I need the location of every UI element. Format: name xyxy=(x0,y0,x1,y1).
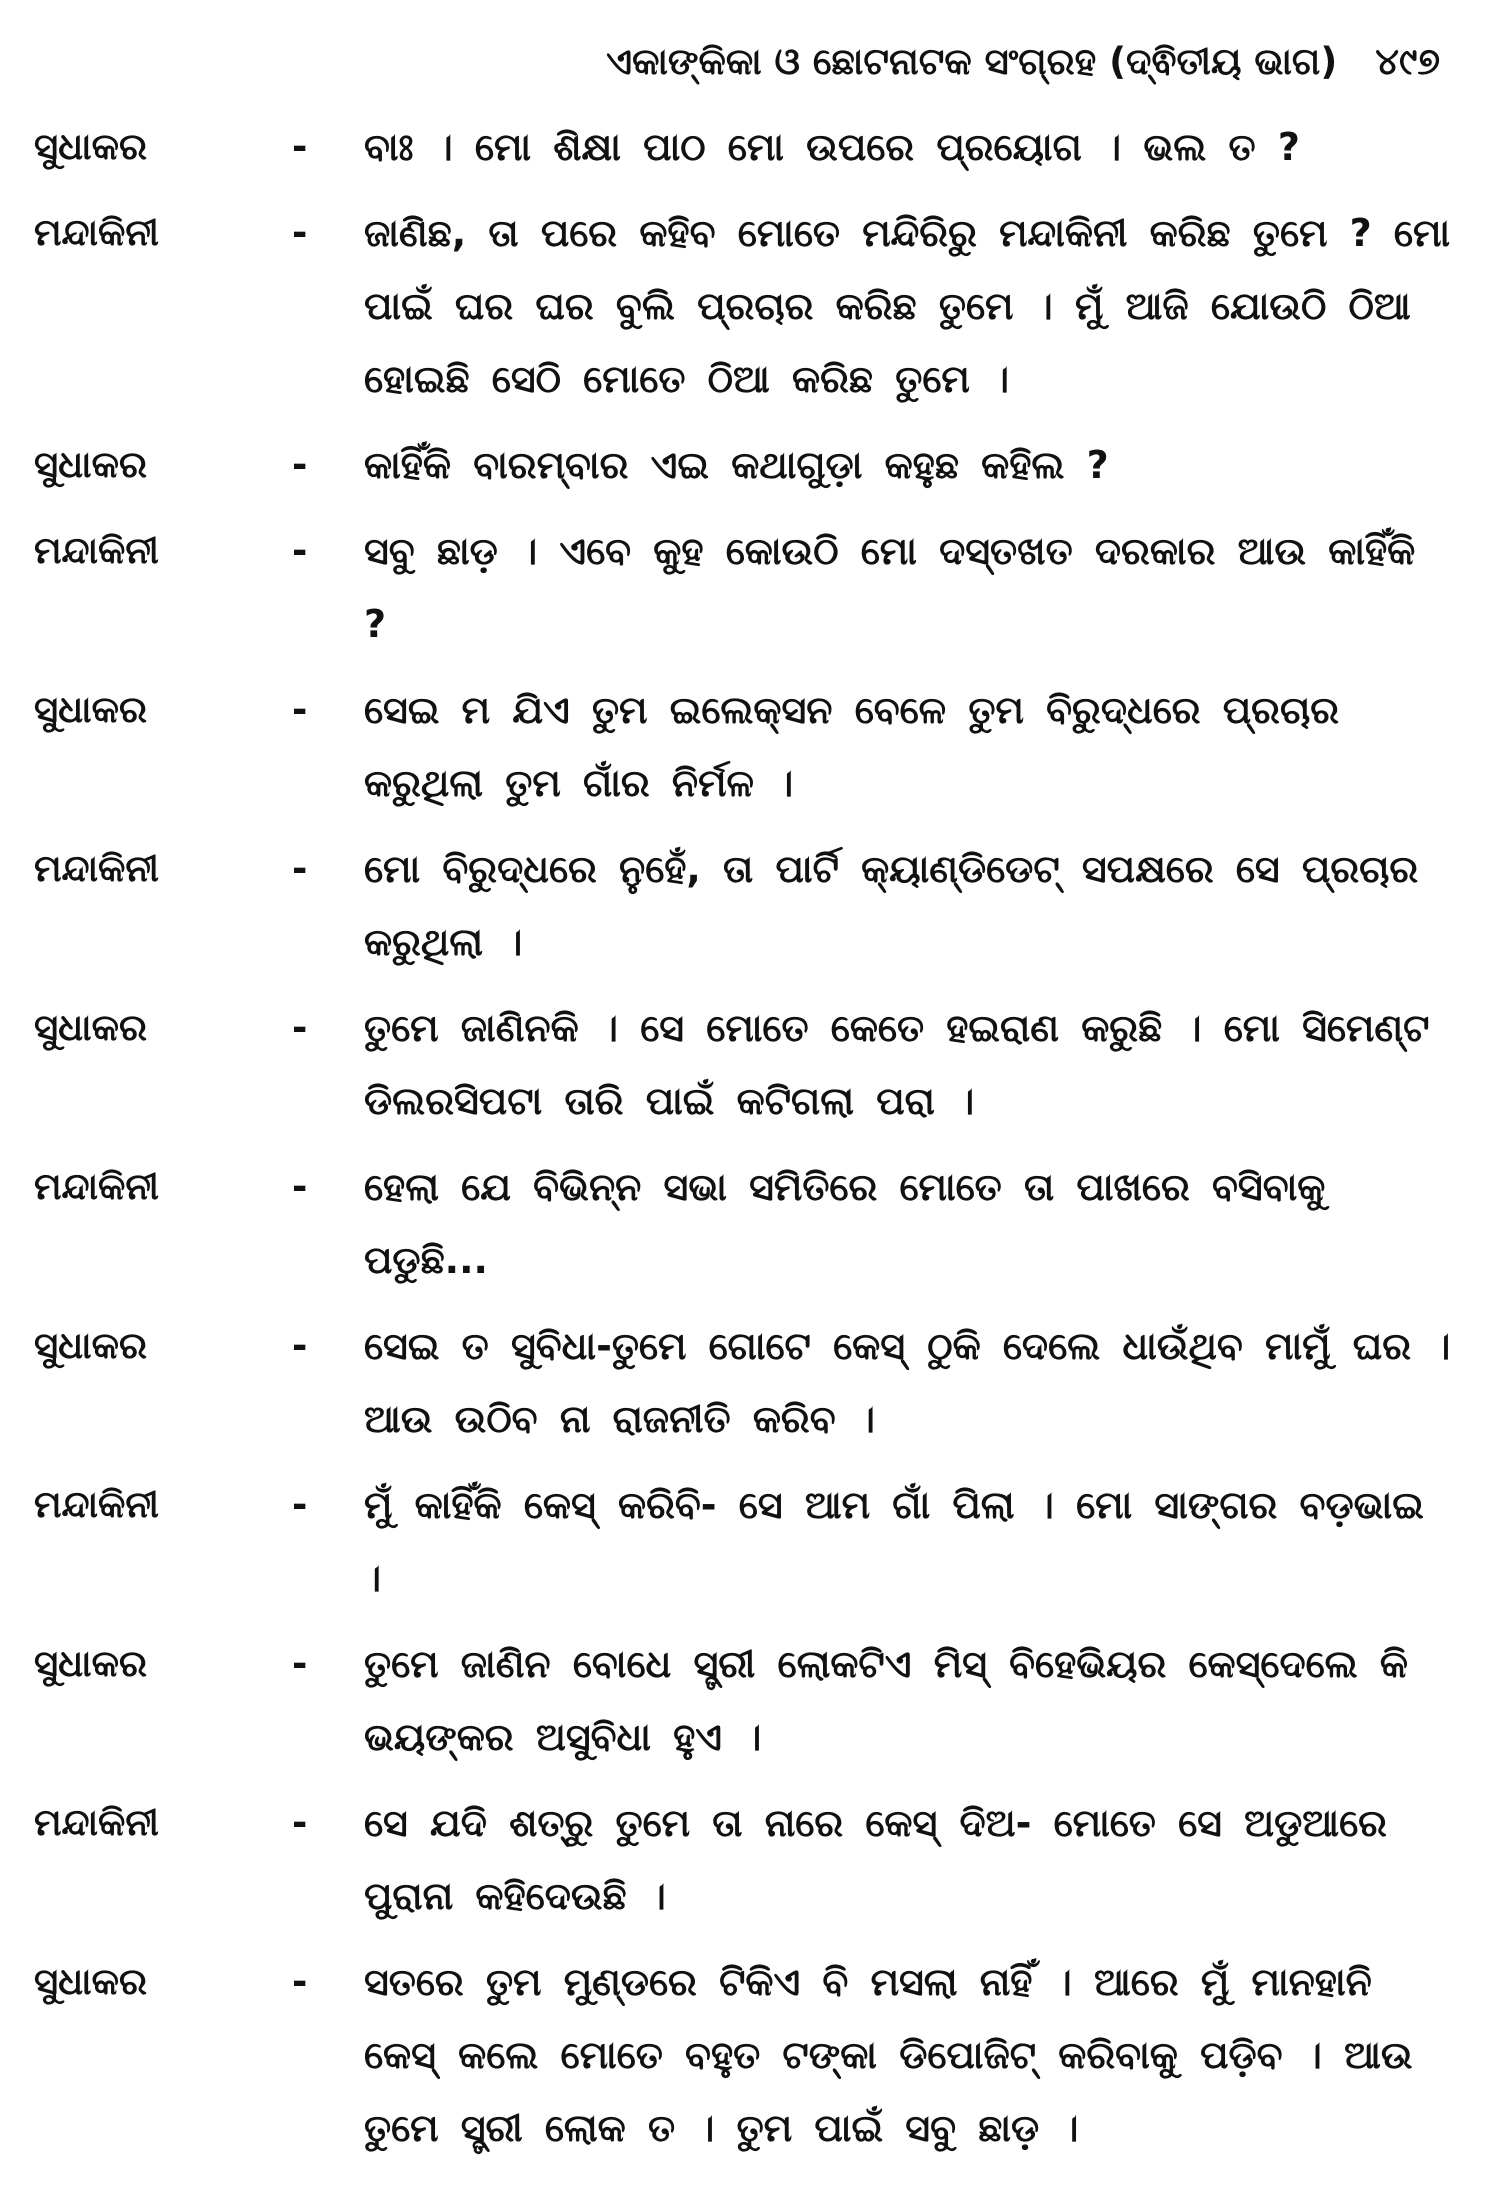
dialogue-entry xyxy=(30,999,1470,1138)
dialogue-entry xyxy=(30,1794,1470,1933)
speaker-dash: - xyxy=(292,211,308,254)
dialogue-entry xyxy=(30,1635,1470,1774)
dialogue-entry xyxy=(30,118,1470,184)
dialogue-line: ବାଃ । ମୋ ଶିକ୍ଷା ପାଠ ମୋ ଉପରେ ପ୍ରୟୋଗ । ଭଲ ତ ? xyxy=(364,125,1300,169)
dialogue-list xyxy=(30,118,1470,2185)
dialogue-line: ତୁମେ ଜାଣିନ ବୋଧେ ସ୍ତ୍ରୀ ଲୋକଟିଏ ମିସ୍‌ ବିହେଭିୟର କେସ୍‌ଦେଲେ କି ଭୟଙ୍କର ଅସୁବିଧା ହୁଏ । xyxy=(364,1642,1409,1759)
speaker-name: ସୁଧାକର xyxy=(34,1642,147,1685)
dialogue-line: ସତରେ ତୁମ ମୁଣ୍ଡରେ ଟିକିଏ ବି ମସଲା ନାହିଁ । ଆରେ ମୁଁ ମାନହାନି କେସ୍‌ କଲେ ମୋତେ ବହୁତ ଟଙ୍କା ଡିପୋଜିଟ୍‌ କରିବାକୁ ପଡ଼ିବ । ଆଉ ତୁମେ ସ୍ତ୍ରୀ ଲୋକ ତ । ତୁମ ପାଇଁ ସବୁ ଛାଡ଼ । xyxy=(364,1960,1413,2150)
dialogue-line: ଜାଣିଛ, ତା ପରେ କହିବ ମୋତେ ମନ୍ଦିରିରୁ ମନ୍ଦାକିନୀ କରିଛ ତୁମେ ? ମୋ ପାଇଁ ଘର ଘର ବୁଲି ପ୍ରଚାର କରିଛ ତୁମେ । ମୁଁ ଆଜି ଯୋଉଠି ଠିଆ ହୋଇଛି ସେଠି ମୋତେ ଠିଆ କରିଛ ତୁମେ । xyxy=(364,211,1451,401)
speaker-dash: - xyxy=(292,1483,308,1526)
speaker-dash: - xyxy=(292,1642,308,1685)
dialogue-line: ମୁଁ କାହିଁକି କେସ୍‌ କରିବି- ସେ ଆମ ଗାଁ ପିଲା । ମୋ ସାଙ୍ଗର ବଡ଼ଭାଇ । xyxy=(364,1483,1424,1600)
speaker-dash: - xyxy=(292,529,308,572)
dialogue-line: ହେଲା ଯେ ବିଭିନ୍ନ ସଭା ସମିତିରେ ମୋତେ ତା ପାଖରେ ବସିବାକୁ ପଡୁଛି... xyxy=(364,1165,1326,1282)
dialogue-line: କାହିଁକି ବାରମ୍ବାର ଏଇ କଥାଗୁଡ଼ା କହୁଛ କହିଲ ? xyxy=(364,443,1109,487)
dialogue-line: ସେ ଯଦି ଶତ୍ରୁ ତୁମେ ତା ନାରେ କେସ୍‌ ଦିଅ- ମୋତେ ସେ ଅଡୁଆରେ ପୁରାନା କହିଦେଉଛି । xyxy=(364,1801,1387,1918)
speaker-dash: - xyxy=(292,443,308,486)
dialogue-entry xyxy=(30,1317,1470,1456)
dialogue-line: ମୋ ବିରୁଦ୍ଧରେ ନୁହେଁ, ତା ପାର୍ଟି କ୍ୟାଣ୍ଡିଡେଟ୍‌ ସପକ୍ଷରେ ସେ ପ୍ରଚାର କରୁଥିଲା । xyxy=(364,847,1419,964)
dialogue-entry xyxy=(30,1476,1470,1615)
dialogue-line: ତୁମେ ଜାଣିନକି । ସେ ମୋତେ କେତେ ହଇରାଣ କରୁଛି । ମୋ ସିମେଣ୍ଟ ଡିଲରସିପଟା ତାରି ପାଇଁ କଟିଗଲା ପରା । xyxy=(364,1006,1430,1123)
speaker-dash: - xyxy=(292,125,308,168)
speaker-dash: - xyxy=(292,847,308,890)
speaker-dash: - xyxy=(292,1960,308,2003)
speaker-name: ମନ୍ଦାକିନୀ xyxy=(34,1165,159,1208)
dialogue-entry xyxy=(30,522,1470,661)
dialogue-entry xyxy=(30,1158,1470,1297)
speaker-dash: - xyxy=(292,688,308,731)
speaker-name: ସୁଧାକର xyxy=(34,125,147,168)
speaker-name: ମନ୍ଦାକିନୀ xyxy=(34,1483,159,1526)
speaker-name: ମନ୍ଦାକିନୀ xyxy=(34,211,159,254)
dialogue-line: ସବୁ ଛାଡ଼ । ଏବେ କୁହ କୋଉଠି ମୋ ଦସ୍ତଖତ ଦରକାର ଆଉ କାହିଁକି ? xyxy=(364,529,1416,646)
speaker-name: ସୁଧାକର xyxy=(34,1006,147,1049)
speaker-name: ମନ୍ଦାକିନୀ xyxy=(34,847,159,890)
speaker-dash: - xyxy=(292,1006,308,1049)
dialogue-entry xyxy=(30,204,1470,416)
speaker-name: ସୁଧାକର xyxy=(34,1960,147,2003)
speaker-dash: - xyxy=(292,1165,308,1208)
running-header xyxy=(540,40,1440,84)
dialogue-entry xyxy=(30,840,1470,979)
dialogue-entry xyxy=(30,681,1470,820)
dialogue-line: ସେଇ ମ ଯିଏ ତୁମ ଇଲେକ୍‌ସନ ବେଳେ ତୁମ ବିରୁଦ୍ଧରେ ପ୍ରଚାର କରୁଥିଲା ତୁମ ଗାଁର ନିର୍ମଳ । xyxy=(364,688,1340,805)
dialogue-line: ସେଇ ତ ସୁବିଧା-ତୁମେ ଗୋଟେ କେସ୍‌ ଠୁକି ଦେଲେ ଧାଉଁଥିବ ମାମୁଁ ଘର । ଆଉ ଉଠିବ ନା ରାଜନୀତି କରିବ । xyxy=(364,1324,1451,1441)
page-number: ୪୯୭ xyxy=(1375,40,1440,83)
speaker-name: ମନ୍ଦାକିନୀ xyxy=(34,1801,159,1844)
dialogue-entry xyxy=(30,1953,1470,2165)
speaker-name: ସୁଧାକର xyxy=(34,443,147,486)
speaker-name: ମନ୍ଦାକିନୀ xyxy=(34,529,159,572)
speaker-dash: - xyxy=(292,1801,308,1844)
speaker-dash: - xyxy=(292,1324,308,1367)
speaker-name: ସୁଧାକର xyxy=(34,688,147,731)
speaker-name: ସୁଧାକର xyxy=(34,1324,147,1367)
dialogue-entry xyxy=(30,436,1470,502)
running-title: ଏକାଙ୍କିକା ଓ ଛୋଟନାଟକ ସଂଗ୍ରହ (ଦ୍ଵିତୀୟ ଭାଗ) xyxy=(606,40,1338,83)
